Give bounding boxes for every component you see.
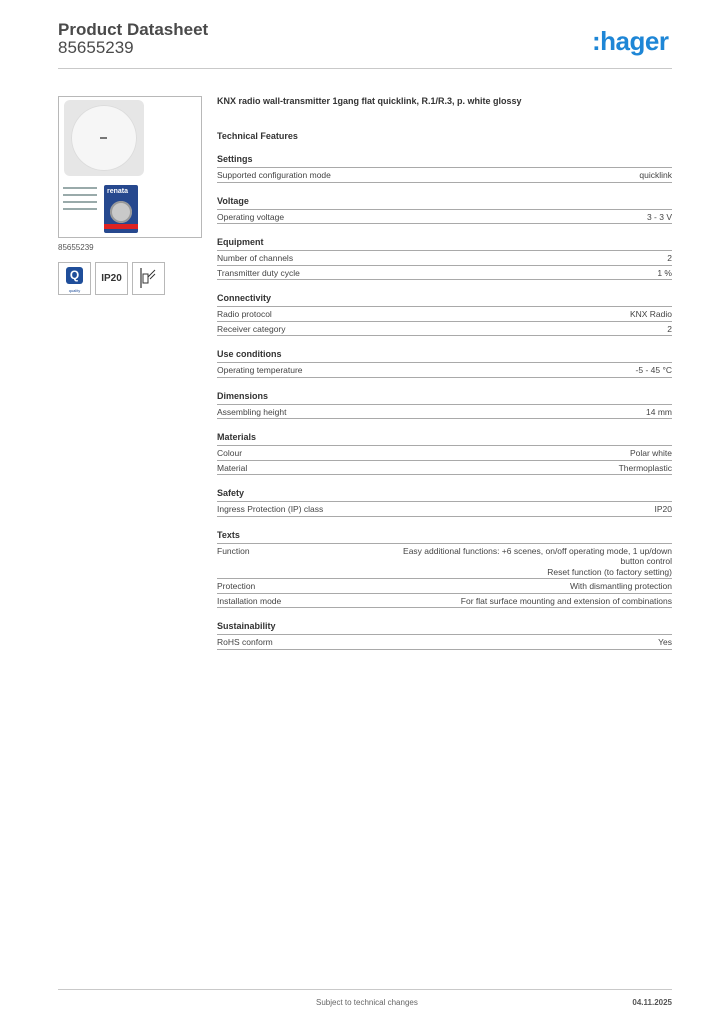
spec-row (217, 544, 672, 580)
screws-image (63, 187, 97, 219)
spec-label: Number of channels (217, 253, 294, 263)
spec-value: For flat surface mounting and extension of combinations (460, 595, 672, 606)
spec-section (217, 488, 672, 517)
spec-label: Assembling height (217, 406, 287, 417)
spec-value: 2 (667, 253, 672, 263)
spec-row (217, 502, 672, 517)
spec-row (217, 251, 672, 266)
spec-label: Radio protocol (217, 309, 272, 319)
product-image (58, 96, 202, 238)
spec-label: Operating voltage (217, 211, 285, 222)
spec-row (217, 307, 672, 322)
spec-section (217, 196, 672, 225)
ip-rating-icon: IP20 (95, 262, 128, 295)
spec-row (217, 594, 672, 609)
footer-divider (58, 989, 672, 990)
image-caption-number: 85655239 (58, 243, 94, 252)
wall-transmitter-plate (64, 100, 144, 176)
spec-label: Function (217, 545, 250, 556)
spec-section (217, 349, 672, 378)
spec-value: KNX Radio (629, 309, 672, 319)
spec-label: Receiver category (217, 323, 286, 334)
spec-row (217, 363, 672, 378)
section-title: Materials (217, 432, 672, 446)
spec-section (217, 391, 672, 420)
spec-row (217, 446, 672, 461)
footer-note: Subject to technical changes (316, 998, 418, 1007)
section-title: Safety (217, 488, 672, 502)
spec-row (217, 461, 672, 476)
spec-value: 2 (667, 323, 672, 334)
section-title: Voltage (217, 196, 672, 210)
product-number-heading: 85655239 (58, 38, 134, 57)
led-indicator (100, 137, 107, 139)
footer-date: 04.11.2025 (632, 998, 672, 1007)
section-title: Dimensions (217, 391, 672, 405)
spec-label: Installation mode (217, 595, 282, 606)
spec-row (217, 635, 672, 650)
section-title: Settings (217, 154, 672, 168)
spec-label: Colour (217, 448, 243, 458)
spec-section (217, 293, 672, 336)
section-title: Texts (217, 530, 672, 544)
specifications-table (217, 150, 672, 650)
spec-value: 1 % (657, 267, 672, 278)
spec-value: Easy additional functions: +6 scenes, on/off operating mode, 1 up/down button control Reset function (to factory setting) (403, 545, 672, 577)
spec-value: 14 mm (646, 406, 672, 417)
spec-row (217, 322, 672, 337)
spec-row (217, 579, 672, 594)
quality-icon: Q quality (58, 262, 91, 295)
spec-section (217, 432, 672, 475)
spec-value: -5 - 45 °C (635, 365, 672, 375)
spec-label: Ingress Protection (IP) class (217, 504, 324, 514)
spec-value: With dismantling protection (569, 581, 672, 591)
spec-value: quicklink (639, 170, 672, 180)
spec-value: Yes (658, 637, 672, 647)
spec-section (217, 530, 672, 609)
spec-label: Supported configuration mode (217, 170, 331, 180)
page-title: Product Datasheet (58, 20, 209, 39)
spec-value: 3 - 3 V (646, 211, 672, 222)
spec-value: IP20 (654, 504, 672, 514)
section-title: Sustainability (217, 621, 672, 635)
spec-row (217, 168, 672, 183)
spec-row (217, 266, 672, 281)
spec-section (217, 621, 672, 650)
technical-features-heading: Technical Features (217, 131, 298, 141)
spec-row (217, 405, 672, 420)
spec-section (217, 237, 672, 280)
section-title: Connectivity (217, 293, 672, 307)
spec-section (217, 154, 672, 183)
spec-label: Operating temperature (217, 365, 303, 375)
spec-value: Thermoplastic (618, 462, 672, 473)
hager-logo: :hager (592, 26, 669, 56)
spec-label: Protection (217, 581, 256, 591)
spec-row (217, 210, 672, 225)
section-title: Equipment (217, 237, 672, 251)
spec-label: Material (217, 462, 248, 473)
spec-label: RoHS conform (217, 637, 273, 647)
product-title: KNX radio wall-transmitter 1gang flat quicklink, R.1/R.3, p. white glossy (217, 96, 522, 106)
header-divider (58, 68, 672, 69)
surface-mount-icon (132, 262, 165, 295)
spec-value: Polar white (629, 448, 672, 458)
section-title: Use conditions (217, 349, 672, 363)
battery-image: renata (104, 185, 138, 233)
spec-label: Transmitter duty cycle (217, 267, 300, 278)
